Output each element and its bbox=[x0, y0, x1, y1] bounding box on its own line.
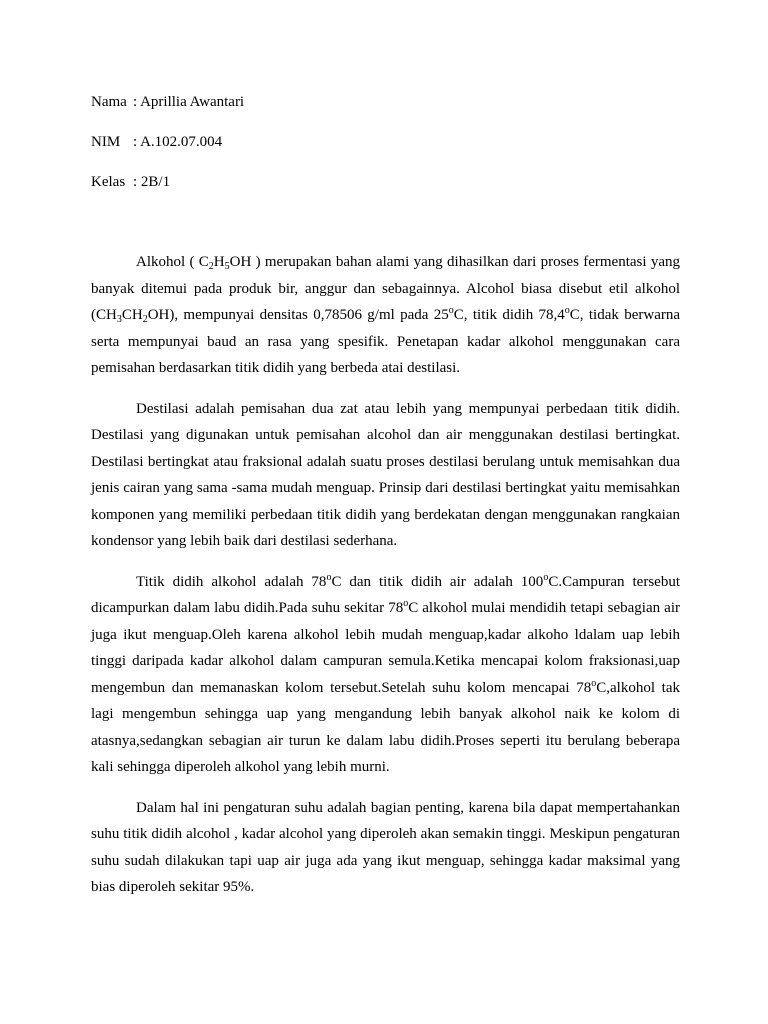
nim-value: : A.102.07.004 bbox=[133, 134, 223, 150]
kelas-label: Kelas bbox=[91, 174, 126, 190]
superscript: o bbox=[591, 677, 597, 689]
superscript: o bbox=[564, 305, 570, 316]
paragraph-destilasi: Destilasi adalah pemisahan dua zat atau lebih yang mempunyai perbedaan titik didih. Destilasi yang digunakan untuk pemisahan alcohol dan air menggunakan destilasi bertingkat. Destilasi bertingkat atau fraksional adalah suatu proses destilasi berulang untuk memisahkan dua jenis cairan yang sama -sama mudah menguap. Prinsip dari destilasi bertingkat yaitu memisahkan komponen yang memiliki perbedaan titik didih yang berdekatan dengan menggunakan rangkaian kondensor yang lebih baik dari destilasi sederhana. bbox=[91, 400, 680, 549]
subscript: 2 bbox=[142, 314, 148, 325]
superscript: o bbox=[326, 571, 332, 583]
superscript: o bbox=[403, 598, 409, 609]
text-run: Alkohol ( C bbox=[136, 254, 209, 270]
text-run: C dan titik didih air adalah 100 bbox=[331, 573, 544, 590]
paragraph-alkohol-intro bbox=[91, 249, 680, 382]
text-run: Titik didih alkohol adalah 78 bbox=[136, 573, 327, 590]
text-run: OH), mempunyai densitas 0,78506 g/ml pada 25 bbox=[147, 307, 449, 323]
text-run: CH bbox=[121, 307, 143, 323]
subscript: 2 bbox=[208, 261, 214, 272]
nim-row bbox=[91, 133, 222, 151]
name-value: : Aprillia Awantari bbox=[133, 94, 245, 110]
text-run: C, tidak berwarna serta mempunyai baud an rasa yang spesifik. Penetapan kadar alkohol menggunakan cara pemisahan berdasarkan titik didih yang berbeda atai destilasi. bbox=[91, 307, 680, 376]
kelas-value: : 2B/1 bbox=[133, 174, 171, 190]
subscript: 3 bbox=[116, 314, 122, 325]
kelas-row bbox=[91, 173, 170, 191]
paragraph-pengaturan-suhu: Dalam hal ini pengaturan suhu adalah bagian penting, karena bila dapat mempertahankan suhu titik didih alcohol , kadar alcohol yang diperoleh akan semakin tinggi. Meskipun pengaturan suhu sudah dilakukan tapi uap air juga ada yang ikut menguap, sehingga kadar maksimal yang bias diperoleh sekitar 95%. bbox=[91, 799, 680, 895]
nim-label: NIM bbox=[91, 134, 121, 150]
paragraph-titik-didih bbox=[91, 569, 680, 781]
name-label: Nama bbox=[91, 94, 127, 110]
name-row bbox=[91, 93, 244, 111]
text-run: C, titik didih 78,4 bbox=[453, 307, 565, 323]
text-run: C.Campuran tersebut dicampurkan dalam labu didih.Pada suhu sekitar 78 bbox=[91, 573, 680, 616]
body-text bbox=[91, 249, 680, 915]
text-run: C alkohol mulai mendidih tetapi sebagian air juga ikut menguap.Oleh karena alkohol lebih mudah menguap,kadar alkoho ldalam uap lebih tinggi daripada kadar alkohol dalam campuran semula.Ketika mencapai kolom fraksionasi,uap mengembun dan memanaskan kolom tersebut.Setelah suhu kolom mencapai 78 bbox=[91, 600, 680, 696]
superscript: o bbox=[448, 305, 454, 316]
text-run: OH ) merupakan bahan alami yang dihasilkan dari proses fermentasi yang banyak ditemui pada produk bir, anggur dan sebagainnya. Alcohol biasa disebut etil alkohol (CH bbox=[91, 254, 680, 323]
superscript: o bbox=[543, 571, 549, 583]
text-run: H bbox=[213, 254, 225, 270]
subscript: 5 bbox=[224, 261, 230, 272]
text-run: C,alkohol tak lagi mengembun sehingga uap yang mengandung lebih banyak alkohol naik ke kolom di atasnya,sedangkan sebagian air turun ke dalam labu didih.Proses seperti itu berulang beberapa kali sehingga diperoleh alkohol yang lebih murni. bbox=[91, 679, 680, 775]
